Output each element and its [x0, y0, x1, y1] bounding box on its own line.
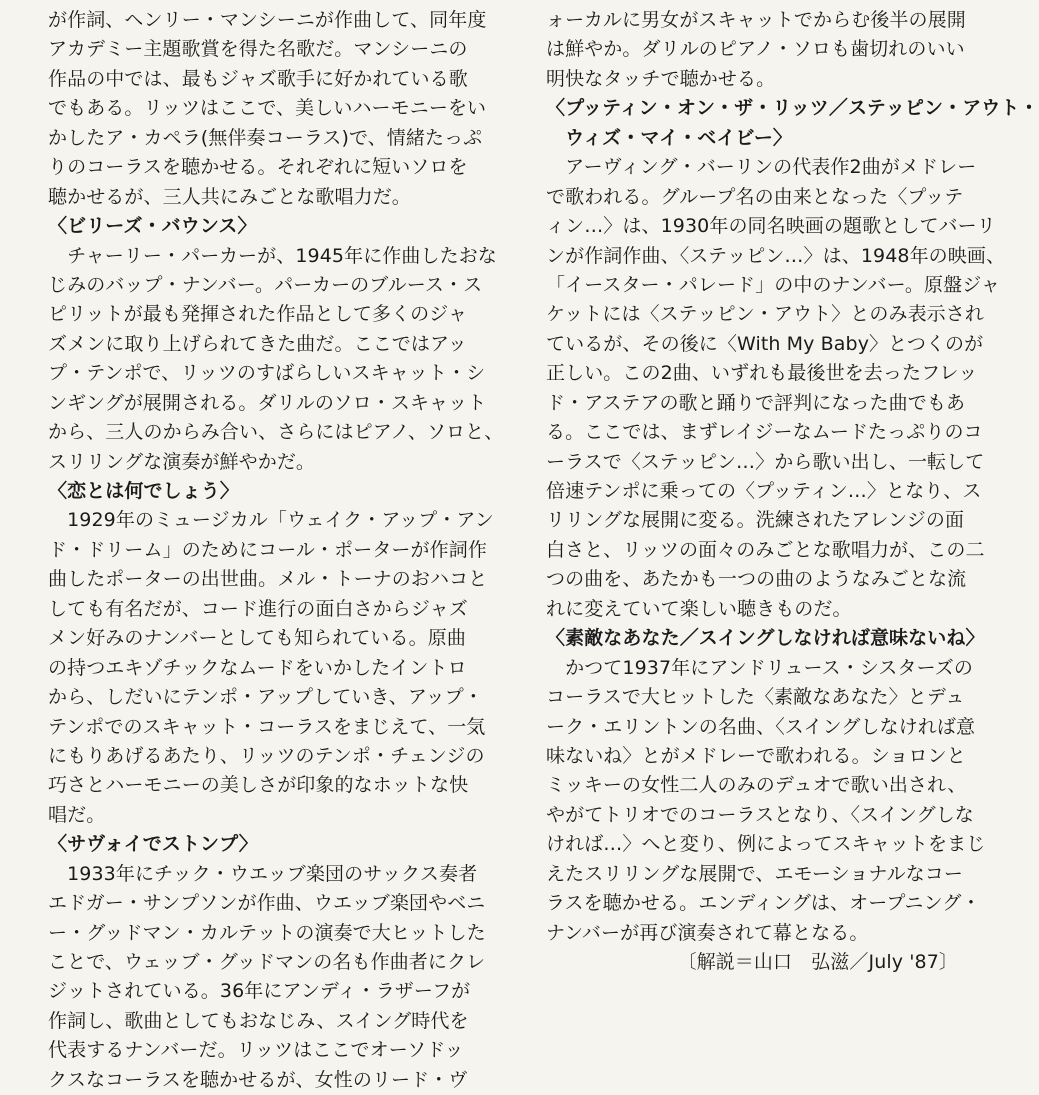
text-line: りのコーラスを聴かせる。それぞれに短いソロを [48, 156, 468, 179]
text-line: は鮮やか。ダリルのピアノ・ソロも歯切れのいい [546, 38, 965, 61]
text-line: にもりあげるあたり、リッツのテンポ・チェンジの [48, 744, 485, 767]
text-line: の持つエキゾチックなムードをいかしたイントロ [48, 656, 467, 679]
text-line: ケットには〈ステッピン・アウト〉とのみ表示され [546, 303, 984, 326]
text-line: ジットされている。36年にアンディ・ラザーフが [48, 980, 471, 1003]
text-line: 1933年にチック・ウエッブ楽団のサックス奏者 [48, 862, 478, 885]
text-line: 1929年のミュージカル「ウェイク・アップ・アン [48, 509, 494, 532]
text-line: ことで、ウェッブ・グッドマンの名も作曲者にクレ [48, 951, 486, 973]
text-line: リリングな展開に変る。洗練されたアレンジの面 [546, 509, 965, 532]
text-line: ているが、その後に〈With My Baby〉とつくのが [546, 332, 984, 355]
text-line: コーラスで大ヒットした〈素敵なあなた〉とデュ [546, 686, 965, 709]
text-line: 倍速テンポに乗っての〈プッティン…〉となり、ス [546, 480, 982, 502]
text-line: で歌われる。グループ名の由来となった〈プッテ [546, 185, 964, 208]
text-line: エドガー・サンプソンが作曲、ウエッブ楽団やベニ [48, 892, 486, 915]
text-line: プ・テンポで、リッツのすばらしいスキャット・シ [48, 362, 486, 385]
text-line: テンポでのスキャット・コーラスをまじえて、一気 [48, 715, 486, 738]
text-line: ミッキーの女性二人のみのデュオで歌い出され、 [546, 774, 967, 797]
text-line: が作詞、ヘンリー・マンシーニが作曲して、同年度 [48, 9, 487, 31]
text-line: 作詞し、歌曲としてもおなじみ、スイング時代を [48, 1009, 469, 1032]
text-line: 明快なタッチで聴かせる。 [546, 67, 776, 90]
text-line: ーク・エリントンの名曲、〈スイングしなければ意 [546, 715, 976, 738]
text-line: ー・グッドマン・カルテットの演奏で大ヒットした [48, 921, 486, 944]
text-line: 聴かせるが、三人共にみごとな歌唱力だ。 [48, 185, 411, 208]
text-line: アカデミー主題歌賞を得た名歌だ。マンシーニの [48, 38, 468, 61]
text-line: ピリットが最も発揮された作品として多くのジャ [48, 303, 468, 326]
text-line: ナンバーが再び演奏されて幕となる。 [546, 921, 869, 944]
song-heading: 〈素敵なあなた／スイングしなければ意味ないね〉 [546, 627, 985, 650]
text-line: 正しい。この2曲、いずれも最後世を去ったフレッ [546, 362, 978, 385]
song-heading: 〈サヴォイでストンプ〉 [48, 833, 258, 856]
text-line: スリリングな演奏が鮮やかだ。 [48, 450, 316, 473]
text-line: 白さと、リッツの面々のみごとな歌唱力が、この二 [546, 538, 985, 561]
text-line: じみのバップ・ナンバー。パーカーのブルース・ス [48, 273, 483, 296]
text-line: でもある。リッツはここで、美しいハーモニーをい [48, 97, 487, 120]
text-line: ド・アステアの歌と踊りで評判になった曲でもあ [546, 391, 966, 414]
text-line: つの曲を、あたかも一つの曲のようなみごとな流 [546, 568, 967, 591]
song-heading: 〈恋とは何でしょう〉 [48, 480, 240, 502]
text-line: えたスリリングな展開で、エモーショナルなコー [546, 862, 963, 885]
text-line: ーラスで〈ステッピン…〉から歌い出し、一転して [546, 450, 985, 473]
text-line: ズメンに取り上げられてきた曲だ。ここではアッ [48, 332, 467, 355]
credit-line: 〔解説＝山口 弘滋／July '87〕 [677, 951, 958, 973]
text-line: ンギングが展開される。ダリルのソロ・スキャット [48, 391, 487, 414]
right-text-column [546, 6, 1039, 977]
left-text-column [48, 6, 504, 1095]
text-line: 曲したポーターの出世曲。メル・トーナのおハコと [48, 568, 488, 591]
text-line: から、三人のからみ合い、さらにはピアノ、ソロと、 [48, 421, 504, 444]
text-line: ィン…〉は、1930年の同名映画の題歌としてバーリ [546, 215, 996, 238]
text-line: クスなコーラスを聴かせるが、女性のリード・ヴ [48, 1068, 468, 1091]
song-heading: 〈ビリーズ・バウンス〉 [48, 215, 257, 238]
text-line: メン好みのナンバーとしても知られている。原曲 [48, 627, 466, 650]
text-line: しても有名だが、コード進行の面白さからジャズ [48, 597, 468, 620]
text-line: 巧さとハーモニーの美しさが印象的なホットな快 [48, 774, 469, 797]
text-line: ド・ドリーム」のためにコール・ポーターが作詞作 [48, 538, 487, 561]
text-line: 唱だ。 [48, 803, 106, 826]
text-line: かつて1937年にアンドリュース・シスターズの [546, 656, 973, 679]
text-line: 代表するナンバーだ。リッツはここでオーソドッ [48, 1039, 464, 1062]
text-line: チャーリー・パーカーが、1945年に作曲したおな [48, 244, 497, 267]
text-line: ンが作詞作曲、〈ステッピン…〉は、1948年の映画、 [546, 244, 1006, 267]
text-line: ければ…〉へと変り、例によってスキャットをまじ [546, 833, 986, 856]
song-heading: 〈プッティン・オン・ザ・リッツ／ステッピン・アウト・ [546, 97, 1039, 120]
text-line: る。ここでは、まずレイジーなムードたっぷりのコ [546, 421, 983, 444]
text-line: やがてトリオでのコーラスとなり、〈スイングしな [546, 803, 974, 826]
text-line: 作品の中では、最もジャズ歌手に好かれている歌 [48, 67, 468, 90]
song-heading: ウィズ・マイ・ベイビー〉 [546, 126, 793, 149]
text-line: から、しだいにテンポ・アップしていき、アップ・ [48, 686, 483, 709]
text-line: れに変えていて楽しい聴きものだ。 [546, 597, 852, 620]
text-line: かしたア・カペラ(無伴奏コーラス)で、情緒たっぷ [48, 126, 483, 149]
text-line: ラスを聴かせる。エンディングは、オープニング・ [546, 892, 981, 915]
text-line: ォーカルに男女がスキャットでからむ後半の展開 [546, 9, 966, 31]
text-line: 味ないね〉とがメドレーで歌われる。ショロンと [546, 744, 966, 767]
text-line: 「イースター・パレード」の中のナンバー。原盤ジャ [546, 273, 1001, 296]
text-line: アーヴィング・バーリンの代表作2曲がメドレー [546, 156, 977, 179]
